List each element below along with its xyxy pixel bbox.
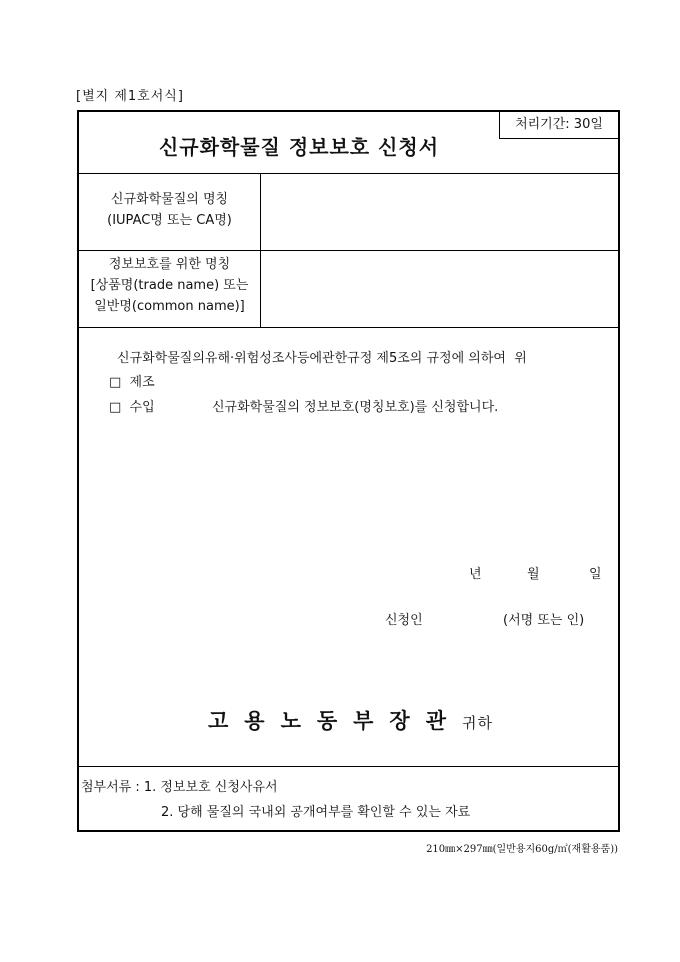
recipient — [79, 705, 622, 735]
recipient-suffix: 귀하 — [462, 714, 493, 732]
row-divider — [79, 250, 618, 251]
date-year: 년 — [469, 567, 482, 582]
chemical-name-field[interactable] — [265, 178, 615, 248]
paper-spec: 210㎜×297㎜(일반용지60g/㎡(재활용품)) — [426, 844, 618, 855]
attachment-item-2: 2. 당해 물질의 국내외 공개여부를 확인할 수 있는 자료 — [161, 805, 471, 820]
option-manufacture[interactable]: □ 제조 — [109, 375, 155, 390]
date-month: 월 — [527, 567, 540, 582]
option-import[interactable]: □ 수입 — [109, 400, 155, 415]
signature-field[interactable]: (서명 또는 인) — [503, 613, 585, 628]
attachments-divider — [79, 766, 618, 767]
application-form — [77, 110, 620, 832]
chemical-name-label: 신규화학물질의 명칭 (IUPAC명 또는 CA명) — [107, 192, 232, 228]
statement-line-2: 신규화학물질의 정보보호(명칭보호)를 신청합니다. — [212, 400, 499, 415]
row-divider — [79, 327, 618, 328]
statement-line-1: 신규화학물질의유해·위험성조사등에관한규정 제5조의 규정에 의하여 위 — [117, 351, 527, 366]
header-divider — [79, 173, 618, 174]
protection-name-field[interactable] — [265, 255, 615, 323]
form-title: 신규화학물질 정보보호 신청서 — [158, 135, 440, 159]
form-number-label: [별지 제1호서식] — [76, 89, 184, 104]
applicant-label: 신청인 — [385, 613, 423, 628]
attachments-label: 첨부서류 : 1. 정보보호 신청사유서 — [81, 780, 278, 795]
processing-period-box: 처리기간: 30일 — [499, 111, 618, 139]
date-day: 일 — [589, 567, 602, 582]
recipient-name: 고용노동부장관 — [208, 708, 463, 733]
protection-name-label: 정보보호를 위한 명칭 [상품명(trade name) 또는 일반명(common name)] — [90, 257, 249, 314]
